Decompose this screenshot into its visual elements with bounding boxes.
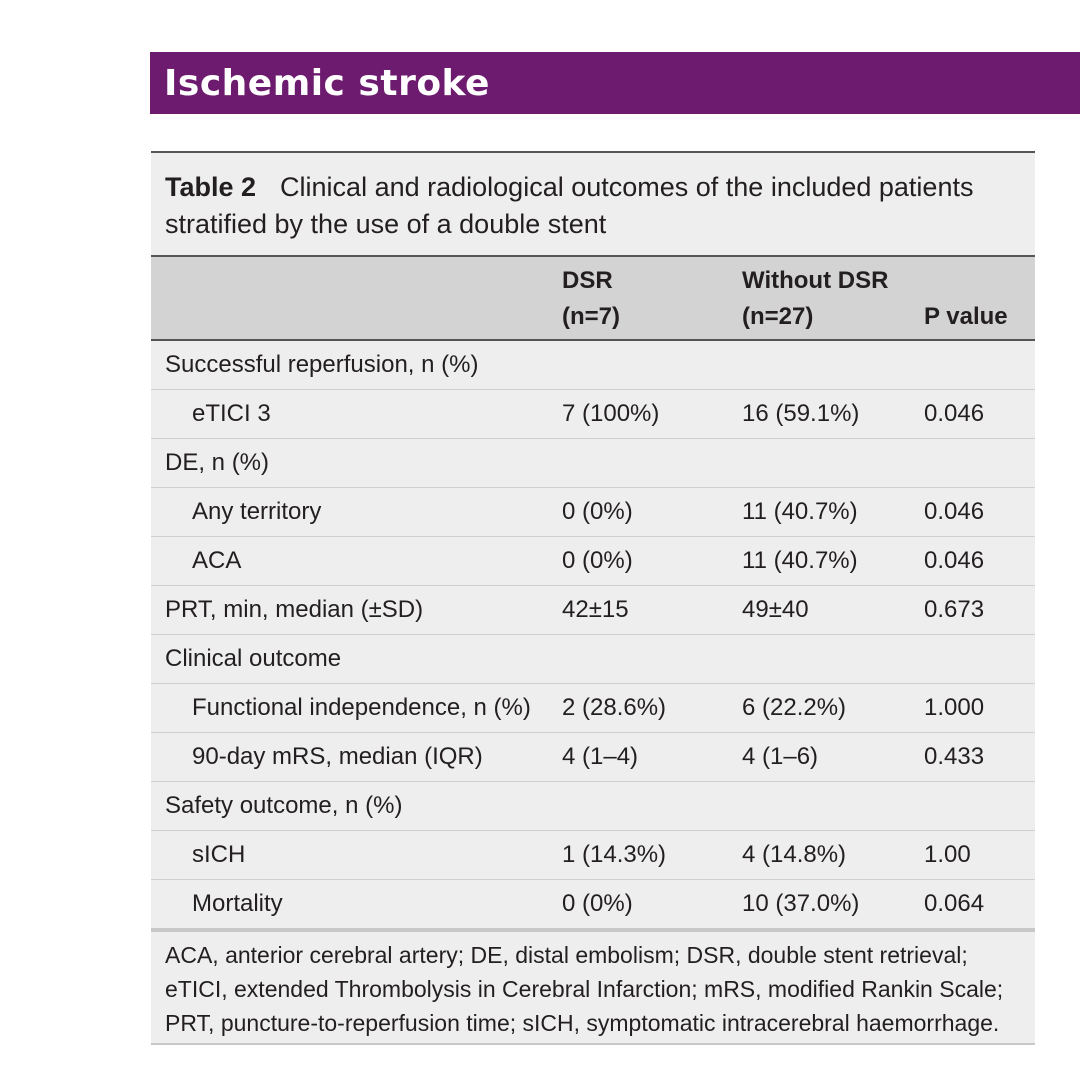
cell-dsr: 42±15 xyxy=(562,596,629,623)
table-footnote: ACA, anterior cerebral artery; DE, distal embolism; DSR, double stent retrieval; eTICI, extended Thrombolysis in Cerebral Infarction; mRS, modified Rankin Scale; PRT, puncture-to-reperfusion time; sICH, symptomatic intracerebral haemorrhage. xyxy=(151,930,1035,1045)
cell-dsr: 7 (100%) xyxy=(562,400,660,427)
table-caption xyxy=(151,153,1035,257)
row-label: Functional independence, n (%) xyxy=(192,694,531,721)
cell-without-dsr: 16 (59.1%) xyxy=(742,400,860,427)
table-row xyxy=(151,488,1035,537)
cell-dsr: 0 (0%) xyxy=(562,890,633,917)
cell-p-value: 0.046 xyxy=(924,547,985,574)
table-row xyxy=(151,635,1035,684)
row-label: 90-day mRS, median (IQR) xyxy=(192,743,483,770)
cell-dsr: 1 (14.3%) xyxy=(562,841,667,868)
cell-without-dsr: 11 (40.7%) xyxy=(742,498,858,525)
table-row xyxy=(151,684,1035,733)
table-body xyxy=(151,341,1035,930)
table-row xyxy=(151,586,1035,635)
row-label: Any territory xyxy=(192,498,322,525)
table-header-row xyxy=(151,257,1035,341)
cell-p-value: 0.064 xyxy=(924,890,985,917)
cell-without-dsr: 4 (1–6) xyxy=(742,743,819,770)
section-title: Ischemic stroke xyxy=(164,63,490,104)
header-dsr-line2: (n=7) xyxy=(562,303,621,330)
table-row xyxy=(151,880,1035,930)
table-row xyxy=(151,831,1035,880)
row-label: sICH xyxy=(192,841,246,868)
table-row xyxy=(151,782,1035,831)
row-label: Clinical outcome xyxy=(165,645,342,672)
row-label: Safety outcome, n (%) xyxy=(165,792,403,819)
table-row xyxy=(151,537,1035,586)
row-label: PRT, min, median (±SD) xyxy=(165,596,424,623)
row-label: Successful reperfusion, n (%) xyxy=(165,351,479,378)
row-label: ACA xyxy=(192,547,242,574)
cell-p-value: 1.000 xyxy=(924,694,985,721)
cell-dsr: 4 (1–4) xyxy=(562,743,639,770)
table-row xyxy=(151,341,1035,390)
table-caption-text: Clinical and radiological outcomes of the included patients stratified by the use of a double stent xyxy=(165,172,974,239)
cell-p-value: 0.673 xyxy=(924,596,985,623)
cell-dsr: 0 (0%) xyxy=(562,547,633,574)
cell-without-dsr: 11 (40.7%) xyxy=(742,547,858,574)
cell-without-dsr: 6 (22.2%) xyxy=(742,694,847,721)
cell-dsr: 2 (28.6%) xyxy=(562,694,667,721)
cell-p-value: 1.00 xyxy=(924,841,971,868)
cell-p-value: 0.046 xyxy=(924,498,985,525)
header-without-line1: Without DSR xyxy=(742,267,889,294)
results-table xyxy=(151,151,1035,1045)
header-without-dsr xyxy=(742,263,888,335)
row-label: DE, n (%) xyxy=(165,449,270,476)
section-banner xyxy=(150,52,1080,114)
table-caption-label: Table 2 xyxy=(165,172,257,202)
cell-dsr: 0 (0%) xyxy=(562,498,633,525)
cell-without-dsr: 49±40 xyxy=(742,596,809,623)
table-row xyxy=(151,439,1035,488)
header-without-line2: (n=27) xyxy=(742,303,814,330)
header-dsr-line1: DSR xyxy=(562,267,613,294)
header-dsr xyxy=(562,263,620,335)
cell-without-dsr: 10 (37.0%) xyxy=(742,890,860,917)
table-row xyxy=(151,733,1035,782)
cell-p-value: 0.046 xyxy=(924,400,985,427)
cell-p-value: 0.433 xyxy=(924,743,985,770)
row-label: Mortality xyxy=(192,890,283,917)
cell-without-dsr: 4 (14.8%) xyxy=(742,841,847,868)
header-p-value: P value xyxy=(924,303,1008,330)
row-label: eTICI 3 xyxy=(192,400,271,427)
table-row xyxy=(151,390,1035,439)
